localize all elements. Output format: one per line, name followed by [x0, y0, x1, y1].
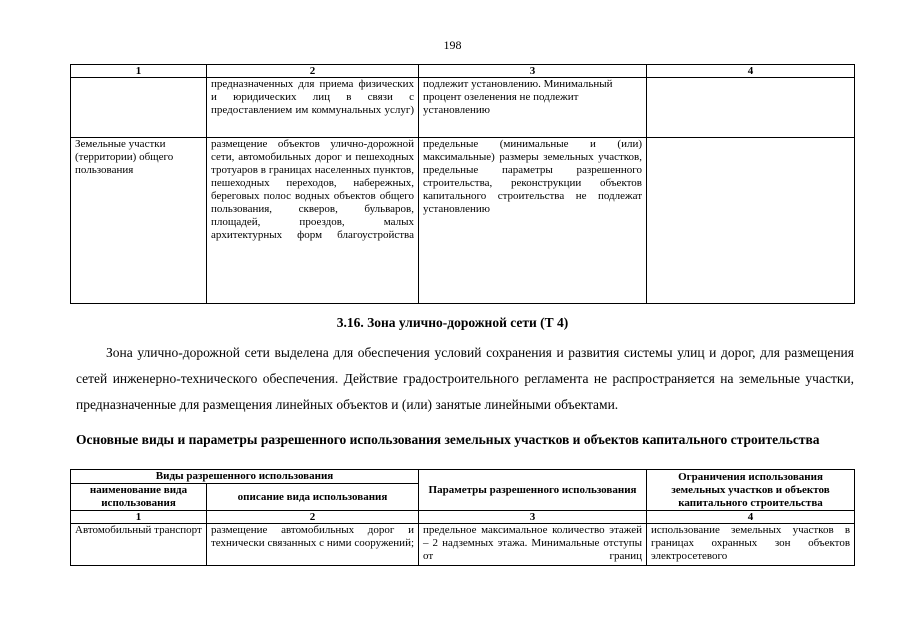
use-name-cell [71, 78, 207, 138]
page-number: 198 [443, 38, 462, 52]
col-number: 1 [71, 65, 207, 78]
restrictions-cell [647, 138, 855, 304]
restrictions-cell: использование земельных участков в границах охранных зон объектов электросетевого [647, 524, 855, 566]
section-title: 3.16. Зона улично-дорожной сети (Т 4) [336, 315, 569, 330]
header-row [71, 470, 855, 484]
column-numbers-row [71, 511, 855, 524]
parameters-cell: предельные (минимальные и (или) максимальные) размеры земельных участков, предельные параметры разрешенного строительства, реконструкции объектов капитального строительства не подлежат установлению [419, 138, 647, 304]
zone-description-paragraph: Зона улично-дорожной сети выделена для обеспечения условий сохранения и развития системы улиц и дорог, для размещения сетей инженерно-технического обеспечения. Действие градостроительного регламента не распространяется на земельные участки, предназначенные для размещения линейных объектов и (или) занятые линейными объектами. [76, 345, 854, 412]
permitted-use-table [70, 469, 855, 566]
use-name-cell: Земельные участки (территории) общего пользования [71, 138, 207, 304]
col-number: 2 [207, 65, 419, 78]
use-description-cell: предназначенных для приема физических и юридических лиц в связи с предоставлением им коммунальных услуг) [207, 78, 419, 138]
col-number: 3 [419, 511, 647, 524]
continuation-table [70, 64, 855, 304]
use-description-cell: размещение объектов улично-дорожной сети, автомобильных дорог и пешеходных тротуаров в границах населенных пунктов, пешеходных переходов, набережных, береговых полос водных объектов общего пользования, скверов, бульваров, площадей, проездов, малых архитектурных форм благоустройства [207, 138, 419, 304]
header-use-description: описание вида использования [207, 484, 419, 511]
col-number: 1 [71, 511, 207, 524]
use-name-cell: Автомобильный транспорт [71, 524, 207, 566]
table-row [71, 78, 855, 138]
col-number: 4 [647, 511, 855, 524]
use-description-cell: размещение автомобильных дорог и технически связанных с ними сооружений; [207, 524, 419, 566]
table-row [71, 138, 855, 304]
parameters-cell: подлежит установлению. Минимальный процент озеленения не подлежит установлению [419, 78, 647, 138]
header-parameters: Параметры разрешенного использования [419, 470, 647, 511]
header-restrictions: Ограничения использования земельных участков и объектов капитального строительства [647, 470, 855, 511]
parameters-cell: предельное максимальное количество этажей – 2 надземных этажа. Минимальные отступы от границ [419, 524, 647, 566]
col-number: 4 [647, 65, 855, 78]
col-number: 3 [419, 65, 647, 78]
header-use-name: наименование вида использования [71, 484, 207, 511]
column-numbers-row [71, 65, 855, 78]
restrictions-cell [647, 78, 855, 138]
col-number: 2 [207, 511, 419, 524]
table-row [71, 524, 855, 566]
header-use-types: Виды разрешенного использования [71, 470, 419, 484]
table-subheading: Основные виды и параметры разрешенного использования земельных участков и объектов капитального строительства [76, 432, 820, 447]
